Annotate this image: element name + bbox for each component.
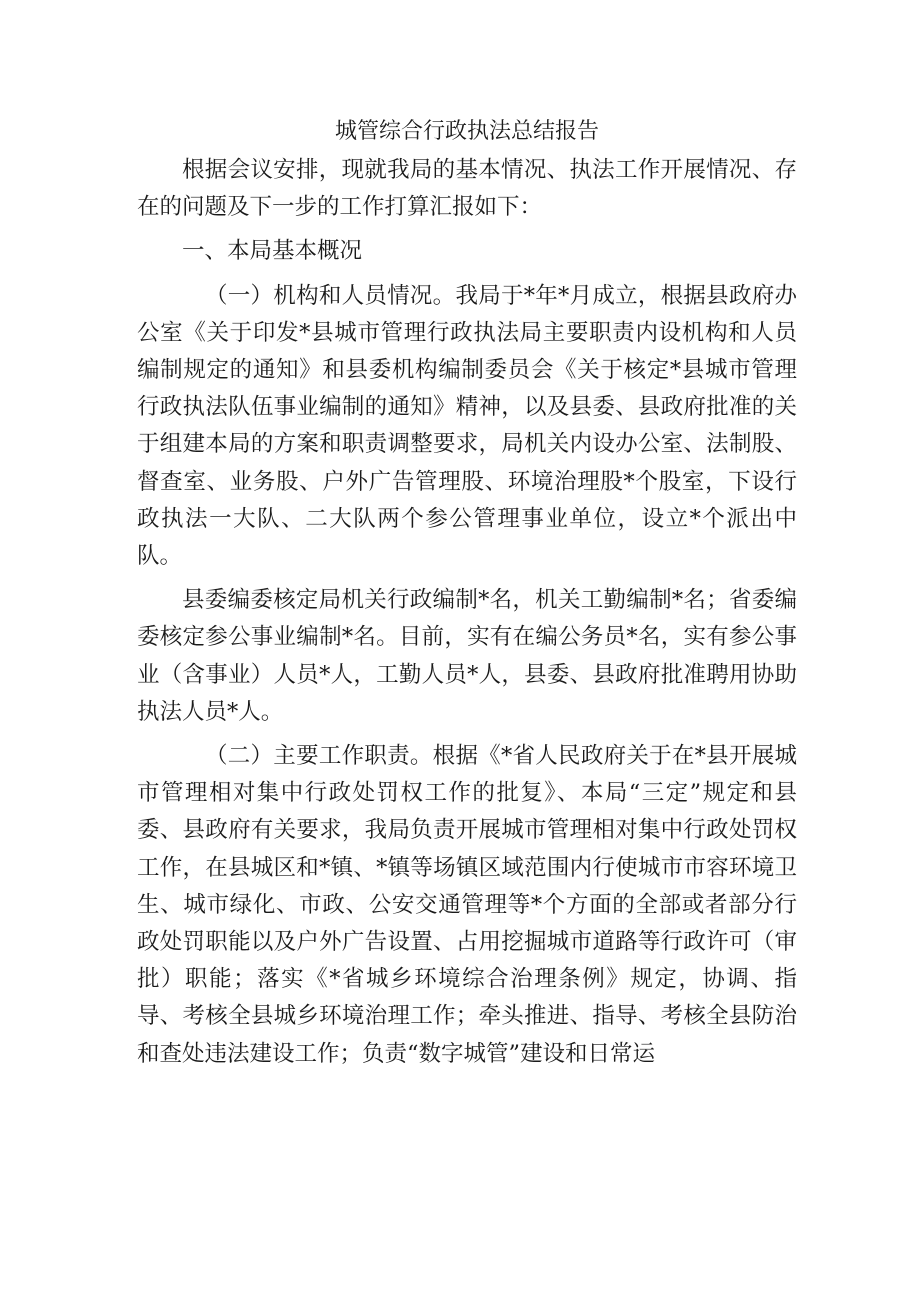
section-heading: 一、本局基本概况: [182, 238, 363, 265]
spacer: [137, 575, 797, 582]
intro-paragraph: 根据会议安排，现就我局的基本情况、执法工作开展情况、存在的问题及下一步的工作打算汇报如下：: [137, 157, 797, 221]
paragraph-duties: （二）主要工作职责。根据《*省人民政府关于在*县开展城市管理相对集中行政处罚权工作的批复》、本局“三定”规定和县委、县政府有关要求，我局负责开展城市管理相对集中行政处罚权工作，在县城区和*镇、*镇等场镇区域范围内行使城市市容环境卫生、城市绿化、市政、公安交通管理等*个方面的全部或者部分行政处罚职能以及户外广告设置、占用挖掘城市道路等行政许可（审批）职能；落实《*省城乡环境综合治理条例》规定，协调、指导、考核全县城乡环境治理工作；牵头推进、指导、考核全县防治和查处违法建设工作；负责“数字城管”建设和日常运: [137, 743, 797, 1067]
spacer: [137, 271, 797, 278]
paragraph-staffing: 县委编委核定局机关行政编制*名，机关工勤编制*名；省委编委核定参公事业编制*名。目前，实有在编公务员*名，实有参公事业（含事业）人员*人，工勤人员*人，县委、县政府批准聘用协助执法人员*人。: [137, 587, 797, 725]
spacer: [137, 731, 797, 738]
document-title: 城管综合行政执法总结报告: [334, 119, 599, 144]
document-body: [137, 112, 797, 1073]
spacer: [137, 226, 797, 233]
paragraph-organization: （一）机构和人员情况。我局于*年*月成立，根据县政府办公室《关于印发*县城市管理行政执法局主要职责内设机构和人员编制规定的通知》和县委机构编制委员会《关于核定*县城市管理行政执法队伍事业编制的通知》精神，以及县委、县政府批准的关于组建本局的方案和职责调整要求，局机关内设办公室、法制股、督查室、业务股、户外广告管理股、环境治理股*个股室，下设行政执法一大队、二大队两个参公管理事业单位，设立*个派出中队。: [137, 282, 797, 570]
